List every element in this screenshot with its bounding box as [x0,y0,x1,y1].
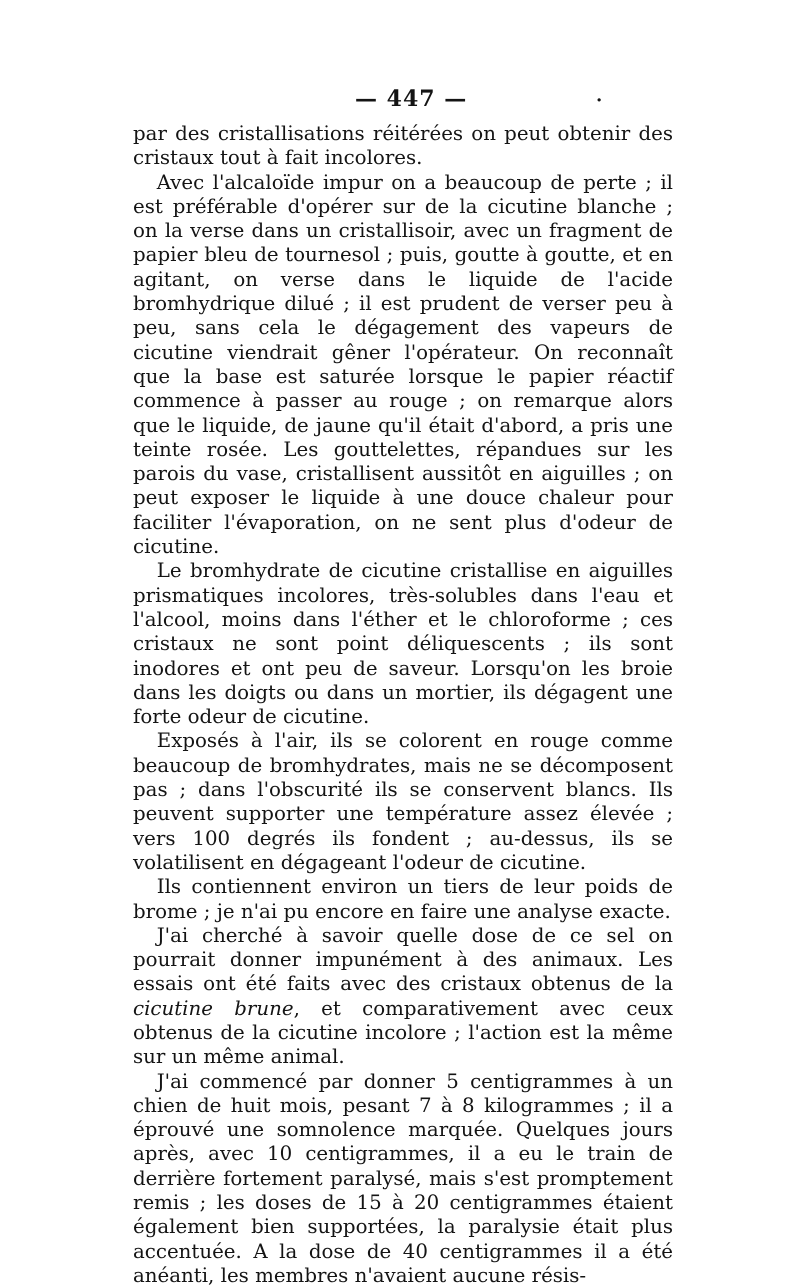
paragraph-dog-experiment: J'ai commencé par donner 5 centigrammes à un chien de huit mois, pesant 7 à 8 kilogrammes ; il a éprouvé une somnolence marquée. Quelques jours après, avec 10 centigrammes, il a eu le train de derrière fortement paralysé, mais s'est promptement remis ; les doses de 15 à 20 centigrammes étaient également bien supportées, la paralysie était plus accentuée. A la dose de 40 centigrammes il a été anéanti, les membres n'avaient aucune résis- [133,1069,673,1287]
paragraph-animal-tests-end: , et comparativement avec ceux obtenus de la cicutine incolore ; l'action est la même sur un même animal. [133,996,673,1069]
page-number: — 447 — [355,86,468,112]
page-header [0,86,800,116]
italic-cicutine-brune: cicutine brune [133,996,294,1020]
header-mark: · [596,90,603,111]
paragraph-animal-tests [133,924,673,1070]
paragraph-air-exposure: Exposés à l'air, ils se colorent en rouge comme beaucoup de bromhydrates, mais ne se décomposent pas ; dans l'obscurité ils se conservent blancs. Ils peuvent supporter une température assez élevée ; vers 100 degrés ils fondent ; au-dessus, ils se volatilisent en dégageant l'odeur de cicutine. [133,729,673,874]
body-text [133,122,673,1287]
paragraph-bromine-content: Ils contiennent environ un tiers de leur poids de brome ; je n'ai pu encore en faire une analyse exacte. [133,875,673,923]
paragraph-continuation: par des cristallisations réitérées on peut obtenir des cristaux tout à fait incolores. [133,122,673,170]
paragraph-crystal-properties: Le bromhydrate de cicutine cristallise en aiguilles prismatiques incolores, très-solubles dans l'eau et l'alcool, moins dans l'éther et le chloroforme ; ces cristaux ne sont point déliquescents ; ils sont inodores et ont peu de saveur. Lorsqu'on les broie dans les doigts ou dans un mortier, ils dégagent une forte odeur de cicutine. [133,559,673,729]
paragraph-preparation: Avec l'alcaloïde impur on a beaucoup de perte ; il est préférable d'opérer sur de la cicutine blanche ; on la verse dans un cristallisoir, avec un fragment de papier bleu de tournesol ; puis, goutte à goutte, et en agitant, on verse dans le liquide de l'acide bromhydrique dilué ; il est prudent de verser peu à peu, sans cela le dégagement des vapeurs de cicutine viendrait gêner l'opérateur. On reconnaît que la base est saturée lorsque le papier réactif commence à passer au rouge ; on remarque alors que le liquide, de jaune qu'il était d'abord, a pris une teinte rosée. Les gouttelettes, répandues sur les parois du vase, cristallisent aussitôt en aiguilles ; on peut exposer le liquide à une douce chaleur pour faciliter l'évaporation, on ne sent plus d'odeur de cicutine. [133,170,673,559]
paragraph-animal-tests-start: J'ai cherché à savoir quelle dose de ce sel on pourrait donner impunément à des animaux. Les essais ont été faits avec des cristaux obtenus de la [133,923,673,996]
